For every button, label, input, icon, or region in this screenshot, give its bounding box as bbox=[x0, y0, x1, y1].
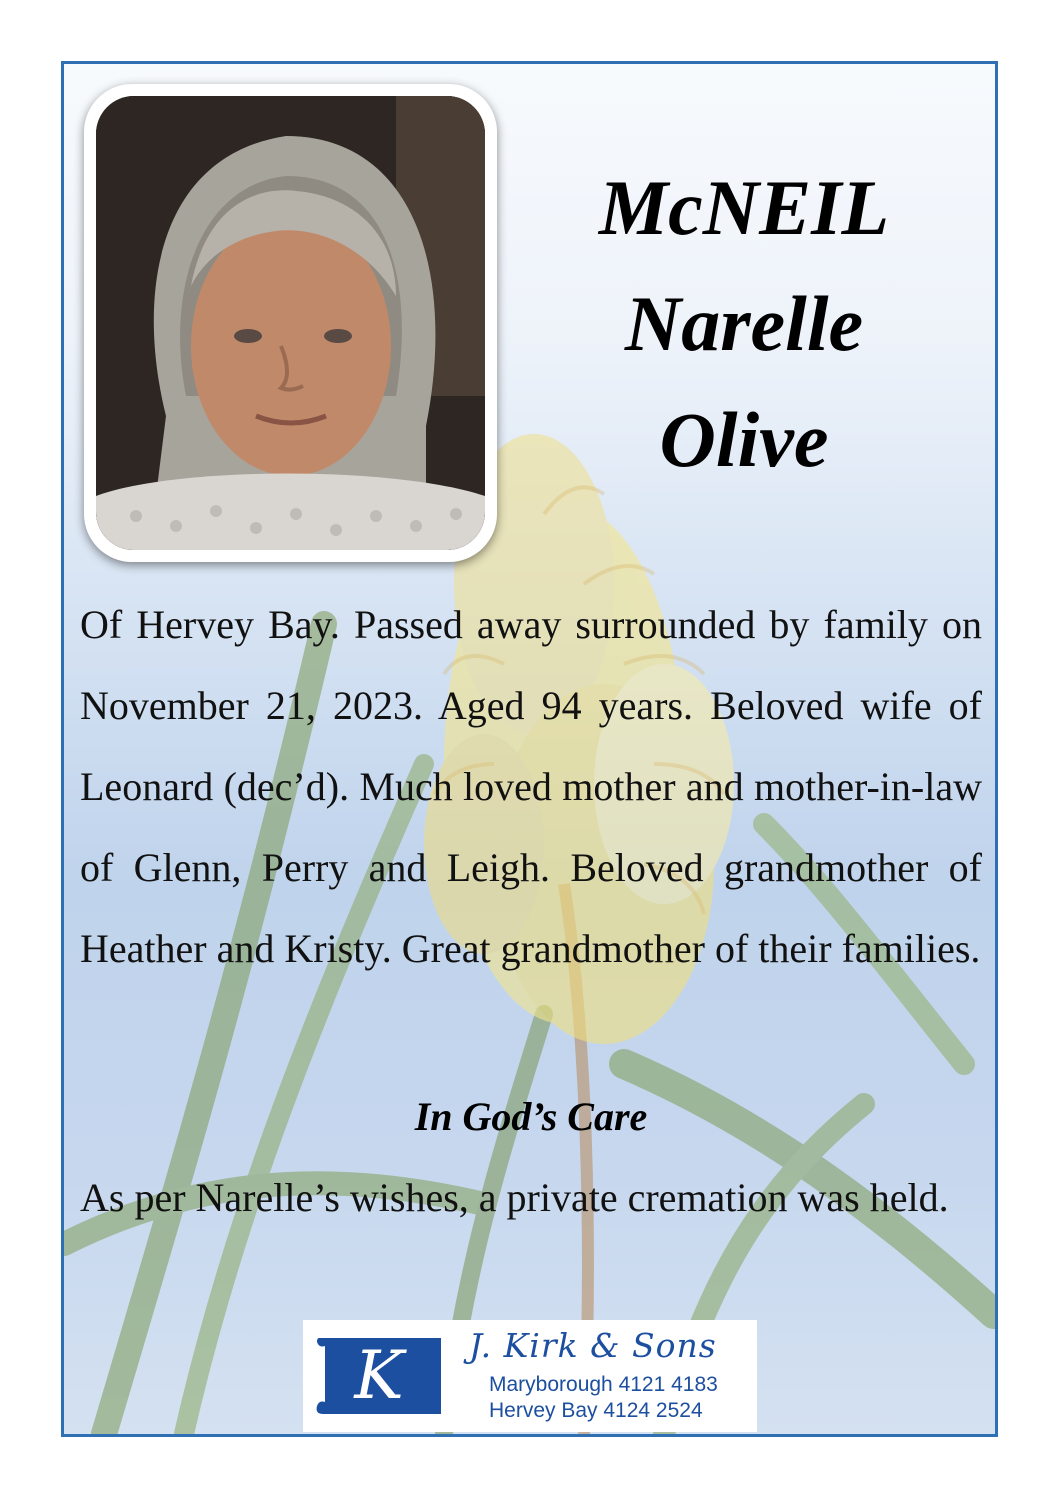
svg-text:K: K bbox=[354, 1337, 404, 1414]
portrait-photo bbox=[96, 96, 485, 550]
notice-closing: As per Narelle’s wishes, a private cremation was held. bbox=[80, 1175, 949, 1220]
firm-phone-maryborough: Maryborough 4121 4183 bbox=[489, 1373, 718, 1396]
first-name: Narelle bbox=[624, 280, 864, 367]
firm-name: J. Kirk & Sons bbox=[469, 1326, 717, 1365]
firm-phone-hervey-bay: Hervey Bay 4124 2524 bbox=[489, 1399, 703, 1422]
portrait-frame bbox=[84, 84, 497, 562]
middle-name: Olive bbox=[659, 396, 829, 483]
notice-frame bbox=[61, 61, 998, 1437]
notice-subheading: In God’s Care bbox=[414, 1094, 648, 1139]
k-monogram-icon bbox=[313, 1330, 453, 1420]
deceased-name bbox=[504, 150, 984, 498]
surname: McNEIL bbox=[598, 164, 890, 251]
notice-body: Of Hervey Bay. Passed away surrounded by family on November 21, 2023. Aged 94 years. Beloved wife of Leonard (dec’d). Much loved mother and mother-in-law of Glenn, Perry and Leigh. Beloved grandmother of Heather and Kristy. Great grandmother of their families. bbox=[80, 602, 982, 971]
funeral-director-logo bbox=[303, 1320, 757, 1432]
